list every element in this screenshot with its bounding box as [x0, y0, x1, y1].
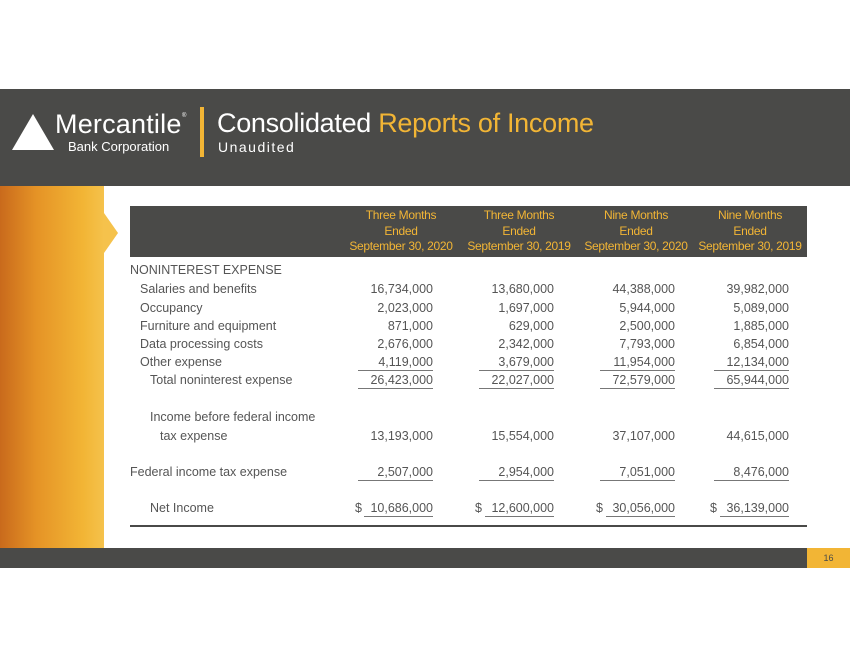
cell-value: 1,885,000 — [733, 319, 789, 333]
column-header-line: Nine Months — [717, 208, 783, 222]
subtotal-underline — [479, 370, 554, 371]
column-header-line: September 30, 2019 — [698, 239, 802, 253]
currency-symbol: $ — [710, 501, 717, 515]
section-label: NONINTEREST EXPENSE — [130, 263, 282, 277]
tax-underline — [714, 480, 789, 481]
title-accent: Reports of Income — [378, 108, 594, 138]
table-bottom-rule — [130, 525, 807, 527]
column-header-line: Three Months — [365, 208, 437, 222]
column-header-line: Ended — [384, 223, 418, 238]
tax-underline — [479, 480, 554, 481]
cell-value: 4,119,000 — [378, 355, 433, 369]
cell-value: 8,476,000 — [733, 465, 789, 479]
cell-value: 11,954,000 — [613, 355, 675, 369]
column-header-line: Ended — [733, 223, 767, 238]
cell-value: 3,679,000 — [498, 355, 554, 369]
column-header-line: September 30, 2020 — [349, 239, 453, 253]
column-header-line: Nine Months — [603, 208, 669, 222]
column-header — [342, 208, 460, 255]
cell-value: 2,023,000 — [377, 301, 433, 315]
cell-value: 7,793,000 — [619, 337, 675, 351]
cell-value: 44,615,000 — [726, 429, 789, 443]
cell-value: 12,600,000 — [491, 501, 554, 515]
row-label-pretax-cont: tax expense — [160, 429, 228, 443]
cell-value: 2,500,000 — [619, 319, 675, 333]
column-header-line: Three Months — [483, 208, 555, 222]
cell-value: 2,342,000 — [498, 337, 554, 351]
cell-value: 2,676,000 — [377, 337, 433, 351]
row-label-pretax: Income before federal income — [150, 410, 316, 424]
currency-symbol: $ — [355, 501, 362, 515]
cell-value: 26,423,000 — [370, 373, 433, 387]
tax-underline — [358, 480, 433, 481]
footer-band — [0, 548, 850, 568]
cell-value: 65,944,000 — [726, 373, 789, 387]
row-label: Occupancy — [140, 301, 203, 315]
column-header — [691, 208, 809, 255]
cell-value: 2,954,000 — [498, 465, 554, 479]
net-underline — [606, 516, 675, 517]
subtotal-underline — [600, 370, 675, 371]
cell-value: 30,056,000 — [612, 501, 675, 515]
cell-value: 5,944,000 — [619, 301, 675, 315]
subtotal-underline — [714, 370, 789, 371]
side-gold-panel — [0, 186, 104, 548]
cell-value: 2,507,000 — [377, 465, 433, 479]
cell-value: 12,134,000 — [726, 355, 789, 369]
column-header-line: September 30, 2019 — [467, 239, 571, 253]
page-title — [217, 108, 594, 139]
row-label-total: Total noninterest expense — [150, 373, 293, 387]
cell-value: 22,027,000 — [491, 373, 554, 387]
row-label: Salaries and benefits — [140, 282, 257, 296]
column-header-line: Ended — [502, 223, 536, 238]
row-label: Furniture and equipment — [140, 319, 277, 333]
currency-symbol: $ — [475, 501, 482, 515]
cell-value: 6,854,000 — [733, 337, 789, 351]
row-label-tax: Federal income tax expense — [130, 465, 288, 479]
cell-value: 36,139,000 — [726, 501, 789, 515]
row-label-net-income: Net Income — [150, 501, 214, 515]
cell-value: 13,193,000 — [370, 429, 433, 443]
total-underline — [479, 388, 554, 389]
currency-symbol: $ — [596, 501, 603, 515]
trademark: ® — [182, 113, 187, 119]
company-name: Mercantile — [55, 109, 182, 139]
tax-underline — [600, 480, 675, 481]
net-underline — [485, 516, 554, 517]
cell-value: 1,697,000 — [498, 301, 554, 315]
page-subtitle: Unaudited — [218, 139, 296, 155]
cell-value: 16,734,000 — [370, 282, 433, 296]
title-main: Consolidated — [217, 108, 372, 138]
cell-value: 13,680,000 — [491, 282, 554, 296]
column-header — [460, 208, 578, 255]
cell-value: 39,982,000 — [726, 282, 789, 296]
column-header-line: September 30, 2020 — [584, 239, 688, 253]
net-underline — [720, 516, 789, 517]
cell-value: 37,107,000 — [612, 429, 675, 443]
cell-value: 15,554,000 — [491, 429, 554, 443]
side-arrow — [104, 213, 118, 253]
subtotal-underline — [358, 370, 433, 371]
row-label: Data processing costs — [140, 337, 263, 351]
company-subname: Bank Corporation — [68, 139, 170, 154]
column-header-line: Ended — [619, 223, 653, 238]
total-underline — [358, 388, 433, 389]
cell-value: 44,388,000 — [612, 282, 675, 296]
cell-value: 5,089,000 — [733, 301, 789, 315]
cell-value: 7,051,000 — [619, 465, 675, 479]
logo-triangle-icon — [12, 114, 54, 150]
cell-value: 10,686,000 — [370, 501, 433, 515]
cell-value: 629,000 — [508, 319, 554, 333]
cell-value: 871,000 — [387, 319, 433, 333]
row-label: Other expense — [140, 355, 222, 369]
cell-value: 72,579,000 — [612, 373, 675, 387]
total-underline — [600, 388, 675, 389]
header-divider — [200, 107, 204, 157]
net-underline — [364, 516, 433, 517]
column-header — [577, 208, 695, 255]
page-number: 16 — [807, 548, 850, 568]
total-underline — [714, 388, 789, 389]
